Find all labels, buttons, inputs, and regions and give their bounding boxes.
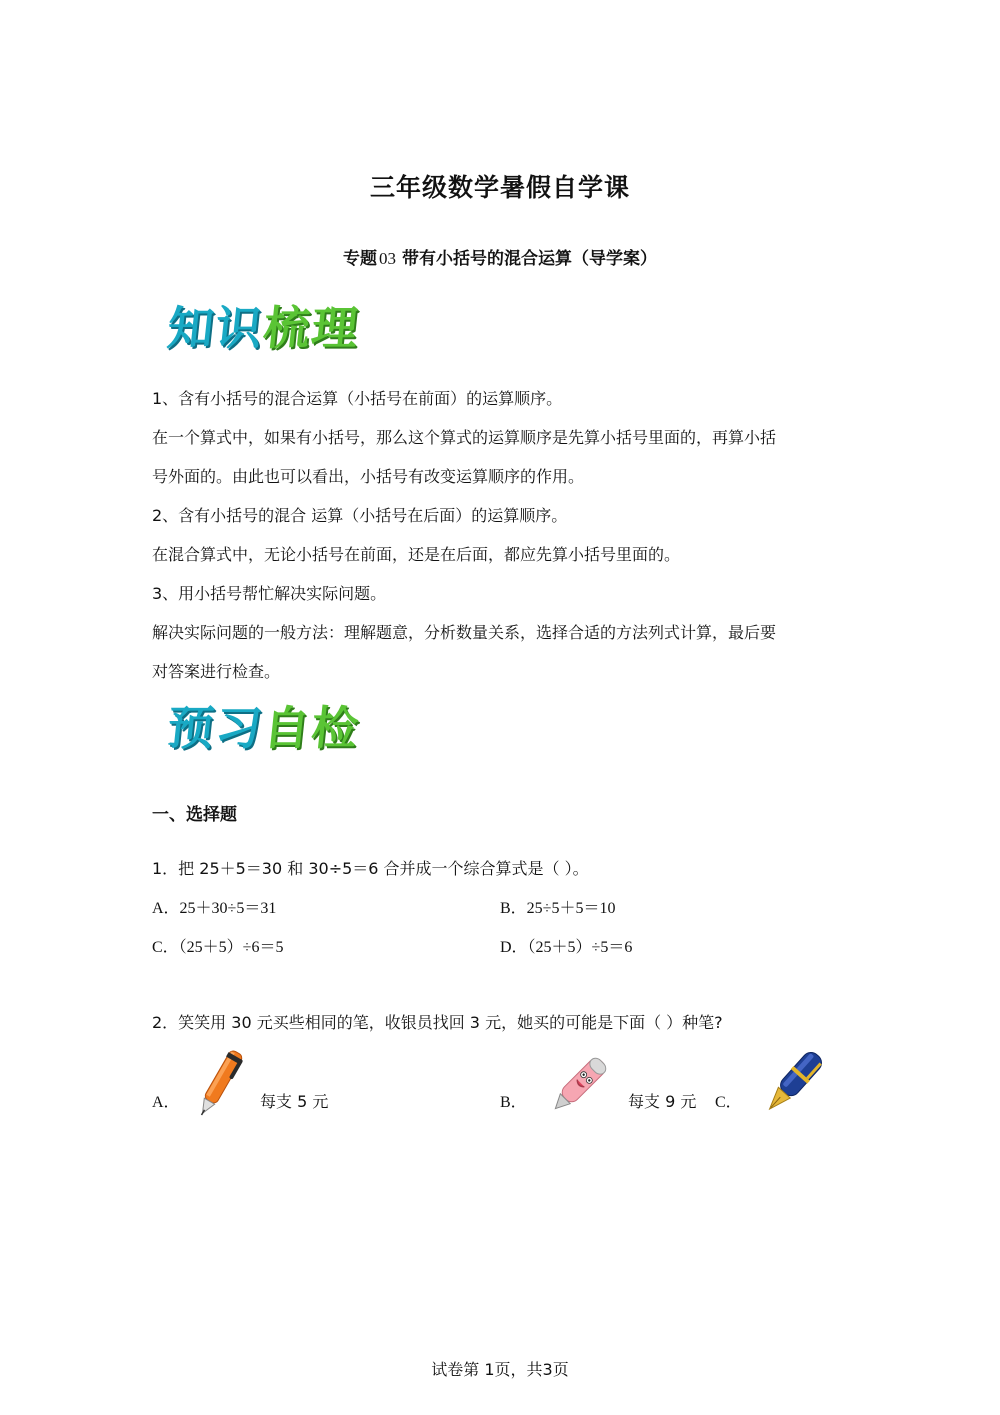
question-1-stem: 1．把 25＋5＝30 和 30÷5＝6 合并成一个综合算式是（ ）。 [152, 859, 589, 878]
preview-banner [165, 692, 364, 758]
q2-option-a-price: 每支 5 元 [260, 1092, 329, 1111]
q2-option-b-price: 每支 9 元 [628, 1092, 697, 1111]
q2-option-a-label[interactable]: A． [152, 1094, 180, 1111]
knowledge-line: 1、含有小括号的混合运算（小括号在前面）的运算顺序。 [152, 389, 563, 408]
knowledge-section [152, 379, 852, 691]
q1-option-a[interactable]: A．25＋30÷5＝31 [152, 900, 277, 917]
q1-option-b[interactable]: B．25÷5＋5＝10 [500, 900, 616, 917]
knowledge-banner [165, 292, 364, 358]
question-2-stem: 2．笑笑用 30 元买些相同的笔，收银员找回 3 元，她买的可能是下面（ ）种笔? [152, 1013, 723, 1032]
q1-option-d[interactable]: D．（25＋5）÷5＝6 [500, 939, 633, 956]
preview-banner-part2: 自检 [260, 701, 363, 755]
knowledge-banner-part1: 知识 [164, 301, 267, 355]
knowledge-line: 在混合算式中，无论小括号在前面，还是在后面，都应先算小括号里面的。 [152, 545, 681, 564]
subtitle-text: 带有小括号的混合运算（导学案） [402, 249, 657, 269]
section-heading: 一、选择题 [152, 805, 237, 825]
preview-banner-part1: 预习 [164, 701, 267, 755]
page-title: 三年级数学暑假自学课 [369, 173, 630, 202]
knowledge-line: 3、用小括号帮忙解决实际问题。 [152, 584, 387, 603]
knowledge-line: 2、含有小括号的混合 运算（小括号在后面）的运算顺序。 [152, 506, 568, 525]
subtitle-prefix: 专题 [343, 249, 377, 269]
subtitle-number: 03 [379, 249, 396, 268]
knowledge-banner-part2: 梳理 [260, 301, 363, 355]
page-footer: 试卷第 1页，共3页 [431, 1360, 569, 1379]
knowledge-line: 对答案进行检查。 [152, 662, 281, 681]
q2-option-b-label[interactable]: B． [500, 1094, 527, 1111]
q2-option-c-label[interactable]: C． [715, 1094, 742, 1111]
knowledge-line: 号外面的。由此也可以看出，小括号有改变运算顺序的作用。 [152, 467, 585, 486]
fountain-pen-icon [755, 1044, 831, 1122]
knowledge-line: 解决实际问题的一般方法：理解题意，分析数量关系，选择合适的方法列式计算，最后要 [152, 623, 777, 642]
knowledge-line: 在一个算式中，如果有小括号，那么这个算式的运算顺序是先算小括号里面的，再算小括 [152, 428, 777, 447]
topic-subtitle [0, 244, 1000, 269]
orange-pen-icon [192, 1044, 248, 1122]
pink-pen-icon [540, 1050, 616, 1122]
q1-option-c[interactable]: C．（25＋5）÷6＝5 [152, 939, 284, 956]
